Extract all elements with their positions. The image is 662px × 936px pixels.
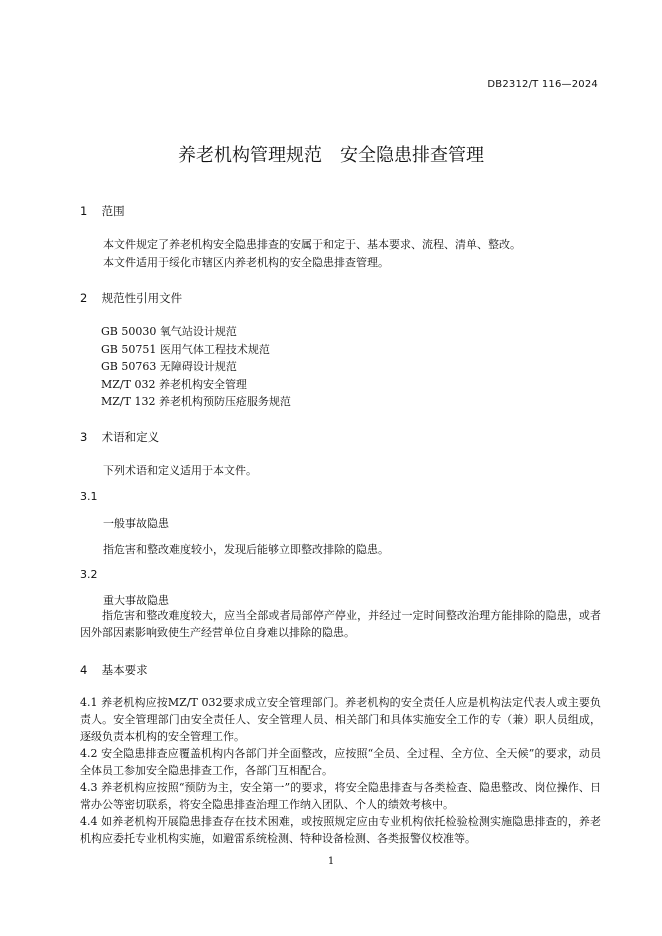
reference-item: GB 50751 医用气体工程技术规范: [101, 343, 270, 356]
document-code: DB2312/T 116—2024: [487, 79, 598, 90]
reference-item: MZ/T 132 养老机构预防压疮服务规范: [101, 395, 291, 408]
clause-4-1: 4.1 养老机构应按MZ/T 032要求成立安全管理部门。养老机构的安全责任人应是机构法定代表人或主要负责人。安全管理部门由安全责任人、安全管理人员、相关部门和具体实施安全工作的专（兼）职人员组成，逐级负责本机构的安全管理工作。: [80, 696, 601, 743]
section-1-paragraph-2: 本文件适用于绥化市辖区内养老机构的安全隐患排查管理。: [103, 256, 389, 269]
section-3-intro: 下列术语和定义适用于本文件。: [103, 464, 257, 477]
clause-4-3: 4.3 养老机构应按照“预防为主，安全第一”的要求，将安全隐患排查与各类检查、隐患整改、岗位操作、日常办公等密切联系，将安全隐患排查治理工作纳入团队、个人的绩效考核中。: [80, 781, 601, 811]
section-title: 规范性引用文件: [101, 291, 183, 305]
section-number: 1: [80, 204, 88, 218]
section-1-paragraph-1: 本文件规定了养老机构安全隐患排查的安属于和定于、基本要求、流程、清单、整改。: [103, 238, 521, 251]
term-3-2-number: 3.2: [80, 568, 98, 581]
reference-item: MZ/T 032 养老机构安全管理: [101, 378, 247, 391]
section-title: 基本要求: [101, 663, 148, 677]
section-number: 4: [80, 663, 88, 677]
term-3-2-definition: 指危害和整改难度较大，应当全部或者局部停产停业，并经过一定时间整改治理方能排除的隐患，或者因外部因素影响致使生产经营单位自身难以排除的隐患。: [80, 609, 601, 639]
clause-4-4: 4.4 如养老机构开展隐患排查存在技术困难，或按照规定应由专业机构依托检验检测实施隐患排查的，养老机构应委托专业机构实施，如避雷系统检测、特种设备检测、各类报警仪校准等。: [80, 815, 601, 845]
section-3-heading: [80, 429, 159, 445]
reference-item: GB 50763 无障碍设计规范: [101, 360, 237, 373]
section-4-heading: [80, 662, 148, 678]
term-3-1-definition: 指危害和整改难度较小，发现后能够立即整改排除的隐患。: [103, 543, 389, 556]
clause-4-2: 4.2 安全隐患排查应覆盖机构内各部门并全面整改，应按照“全员、全过程、全方位、全天候”的要求，动员全体员工参加安全隐患排查工作，各部门互相配合。: [80, 747, 601, 777]
section-1-heading: [80, 203, 125, 219]
section-2-heading: [80, 290, 182, 306]
section-number: 3: [80, 430, 88, 444]
term-3-1-title: 一般事故隐患: [103, 517, 169, 530]
page-title: 养老机构管理规范 安全隐患排查管理: [178, 145, 484, 166]
section-title: 术语和定义: [101, 430, 160, 444]
page-number: 1: [327, 856, 335, 867]
term-3-1-number: 3.1: [80, 490, 98, 503]
reference-item: GB 50030 氧气站设计规范: [101, 325, 237, 338]
term-3-2-title: 重大事故隐患: [103, 594, 169, 607]
section-title: 范围: [101, 204, 125, 218]
section-number: 2: [80, 291, 88, 305]
